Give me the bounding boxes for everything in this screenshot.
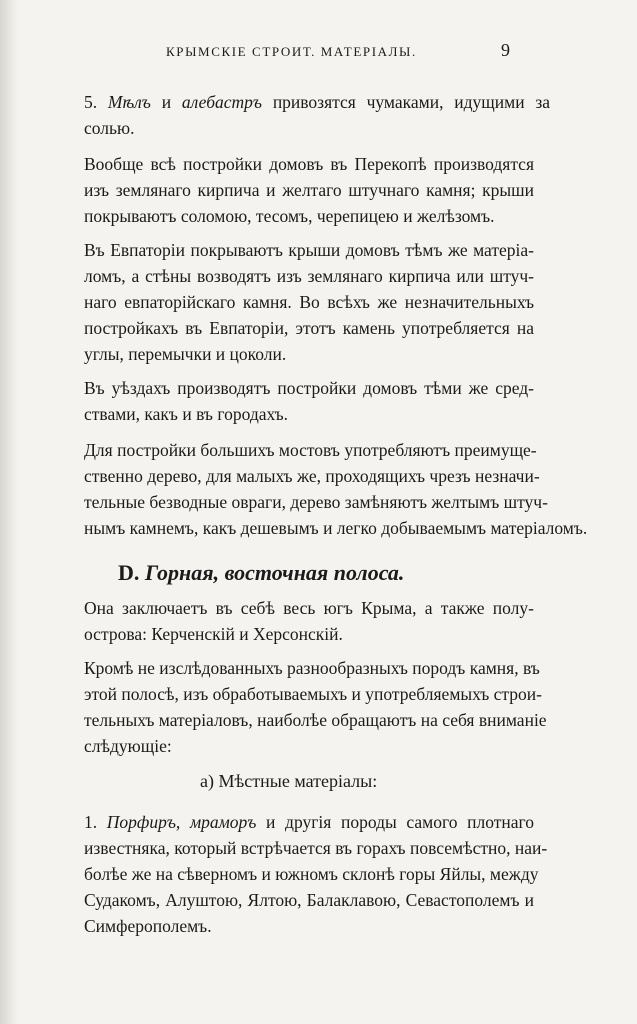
paragraph-8-line-4: Судакомъ, Алуштою, Ялтою, Балаклавою, Севастополемъ и — [84, 890, 534, 910]
section-heading — [118, 560, 458, 586]
paragraph-3-line-1: Въ Евпаторіи покрываютъ крыши домовъ тѣмъ же матеріа- — [84, 240, 534, 260]
paragraph-8-line-3: болѣе же на сѣверномъ и южномъ склонѣ горы Яйлы, между — [84, 864, 539, 884]
paragraph-3-line-5: углы, перемычки и цоколи. — [84, 344, 287, 364]
section-letter: D. — [118, 560, 140, 585]
subheading-local-materials: а) Мѣстные матеріалы: — [200, 771, 378, 791]
paragraph-1-rest: привозятся чумаками, идущими за — [272, 92, 551, 112]
paragraph-5-line-4: нымъ камнемъ, какъ дешевымъ и легко добываемымъ матеріаломъ. — [84, 518, 588, 538]
paragraph-6-line-2: острова: Керченскій и Херсонскій. — [84, 624, 343, 644]
paragraph-4-line-2: ствами, какъ и въ городахъ. — [84, 404, 288, 424]
paragraph-8-line-1 — [84, 812, 534, 832]
term-porphyry-marble: Порфиръ, мраморъ — [106, 812, 257, 832]
item-number: 1. — [84, 812, 98, 832]
paragraph-2-line-2: изъ землянаго кирпича и желтаго штучнаго камня; крыши — [84, 180, 534, 200]
paragraph-1-line-2: солью. — [84, 118, 135, 138]
paragraph-5-line-2: ственно дерево, для малыхъ же, проходящихъ чрезъ незначи- — [84, 466, 540, 486]
page-header — [0, 40, 637, 64]
paragraph-3-line-3: наго евпаторійскаго камня. Во всѣхъ же незначительныхъ — [84, 292, 534, 312]
paragraph-5-line-1: Для постройки большихъ мостовъ употребляютъ преимуще- — [84, 440, 537, 460]
page-gutter-shadow — [0, 0, 18, 1024]
paragraph-1-line-1 — [84, 92, 550, 112]
paragraph-3-line-2: ломъ, а стѣны возводятъ изъ землянаго кирпича или штуч- — [84, 266, 534, 286]
paragraph-2-line-3: покрываютъ соломою, тесомъ, черепицею и желѣзомъ. — [84, 206, 495, 226]
paragraph-3-line-4: постройкахъ въ Евпаторіи, этотъ камень употребляется на — [84, 318, 534, 338]
paragraph-7-line-1: Кромѣ не изслѣдованныхъ разнообразныхъ породъ камня, въ — [84, 658, 540, 678]
paragraph-4-line-1: Въ уѣздахъ производятъ постройки домовъ тѣми же сред- — [84, 378, 534, 398]
paragraph-8-rest: и другія породы самого плотнаго — [266, 812, 534, 832]
page-number: 9 — [501, 40, 510, 60]
term-chalk: Мѣлъ — [107, 92, 151, 112]
paragraph-5-line-3: тельные безводные овраги, дерево замѣняютъ желтымъ штуч- — [84, 492, 548, 512]
term-alabaster: алебастръ — [181, 92, 263, 112]
paragraph-7-line-4: слѣдующіе: — [84, 736, 172, 756]
running-title: КРЫМСКІЕ СТРОИТ. МАТЕРІАЛЫ. — [166, 44, 417, 59]
item-number: 5. — [84, 92, 98, 112]
paragraph-2-line-1: Вообще всѣ постройки домовъ въ Перекопѣ производятся — [84, 154, 534, 174]
paragraph-8-line-2: известняка, который встрѣчается въ горахъ повсемѣстно, наи- — [84, 838, 548, 858]
paragraph-7-line-2: этой полосѣ, изъ обработываемыхъ и употребляемыхъ строи- — [84, 684, 542, 704]
paragraph-8-line-5: Симферополемъ. — [84, 916, 212, 936]
paragraph-6-line-1: Она заключаетъ въ себѣ весь югъ Крыма, а также полу- — [84, 598, 534, 618]
paragraph-7-line-3: тельныхъ матеріаловъ, наиболѣе обращаютъ на себя вниманіе — [84, 710, 547, 730]
conjunction: и — [161, 92, 172, 112]
section-title: Горная, восточная полоса. — [144, 560, 405, 585]
